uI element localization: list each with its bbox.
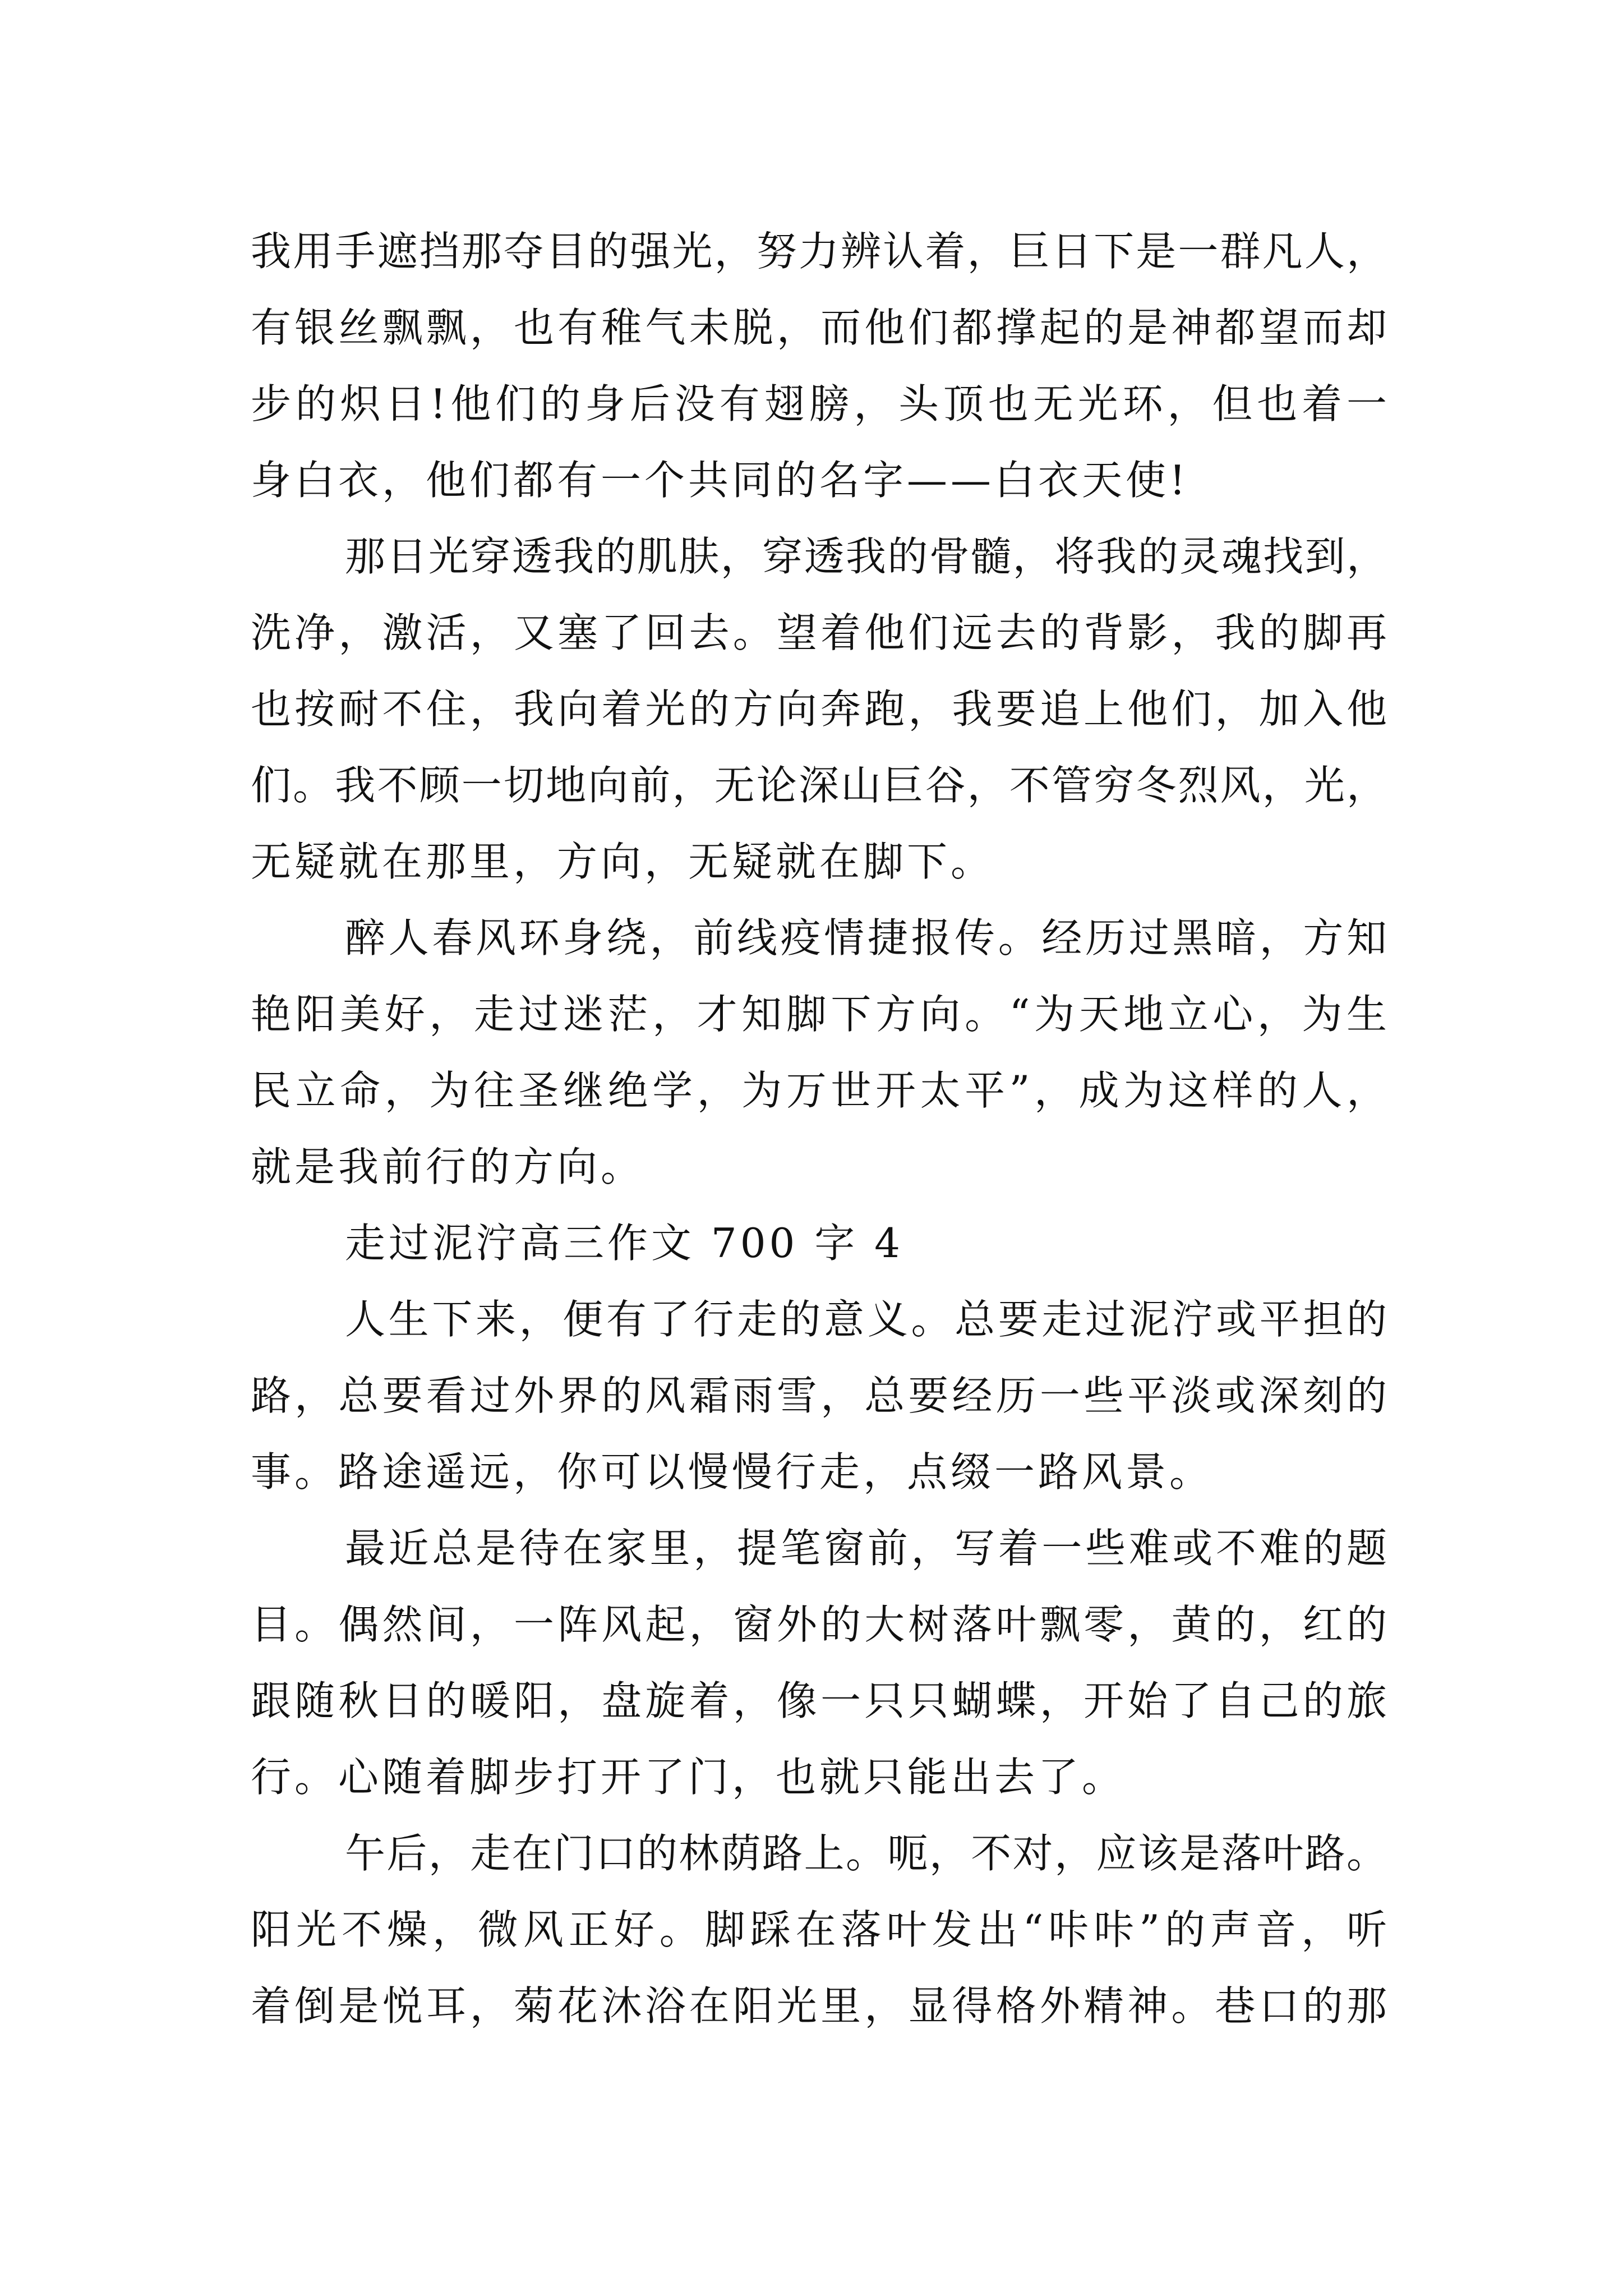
text-line: 步的炽日!他们的身后没有翅膀，头顶也无光环，但也着一 — [251, 380, 1387, 427]
section-heading — [251, 1205, 1387, 1281]
paragraph — [251, 518, 1387, 900]
paragraph — [251, 1281, 1387, 1510]
text-line: 我用手遮挡那夺目的强光，努力辨认着，巨日下是一群凡人， — [251, 228, 1387, 275]
text-line: 行。心随着脚步打开了门，也就只能出去了。 — [251, 1754, 1126, 1801]
text-line: 午后，走在门口的林荫路上。呃，不对，应该是落叶路。 — [345, 1830, 1387, 1877]
text-line: 目。偶然间，一阵风起，窗外的大树落叶飘零，黄的，红的 — [251, 1601, 1387, 1648]
text-line: 醉人春风环身绕，前线疫情捷报传。经历过黑暗，方知 — [345, 914, 1387, 961]
text-line: 洗净，激活，又塞了回去。望着他们远去的背影，我的脚再 — [251, 609, 1387, 656]
text-line: 也按耐不住，我向着光的方向奔跑，我要追上他们，加入他 — [251, 685, 1387, 733]
text-line: 艳阳美好，走过迷茫，才知脚下方向。“为天地立心，为生 — [251, 991, 1387, 1038]
text-line: 阳光不燥，微风正好。脚踩在落叶发出“咔咔”的声音，听 — [251, 1906, 1387, 1953]
heading-line: 走过泥泞高三作文 700 字 4 — [345, 1220, 903, 1267]
text-line: 身白衣，他们都有一个共同的名字——白衣天使! — [251, 457, 1189, 504]
paragraph — [251, 900, 1387, 1205]
text-line: 事。路途遥远，你可以慢慢行走，点缀一路风景。 — [251, 1448, 1214, 1496]
text-line: 人生下来，便有了行走的意义。总要走过泥泞或平担的 — [345, 1296, 1387, 1343]
text-line: 那日光穿透我的肌肤，穿透我的骨髓，将我的灵魂找到， — [345, 533, 1387, 580]
paragraph — [251, 213, 1387, 518]
text-line: 最近总是待在家里，提笔窗前，写着一些难或不难的题 — [345, 1525, 1387, 1572]
text-line: 们。我不顾一切地向前，无论深山巨谷，不管穷冬烈风，光， — [251, 762, 1387, 809]
text-line: 着倒是悦耳，菊花沐浴在阳光里，显得格外精神。巷口的那 — [251, 1982, 1387, 2030]
text-line: 民立命，为往圣继绝学，为万世开太平”，成为这样的人， — [251, 1067, 1387, 1114]
text-line: 无疑就在那里，方向，无疑就在脚下。 — [251, 838, 995, 885]
paragraph — [251, 1510, 1387, 1815]
body-text — [251, 213, 1387, 2044]
text-line: 跟随秋日的暖阳，盘旋着，像一只只蝴蝶，开始了自己的旅 — [251, 1677, 1387, 1724]
text-line: 就是我前行的方向。 — [251, 1143, 645, 1190]
text-line: 路，总要看过外界的风霜雨雪，总要经历一些平淡或深刻的 — [251, 1372, 1387, 1419]
text-line: 有银丝飘飘，也有稚气未脱，而他们都撑起的是神都望而却 — [251, 304, 1387, 351]
paragraph — [251, 1815, 1387, 2044]
